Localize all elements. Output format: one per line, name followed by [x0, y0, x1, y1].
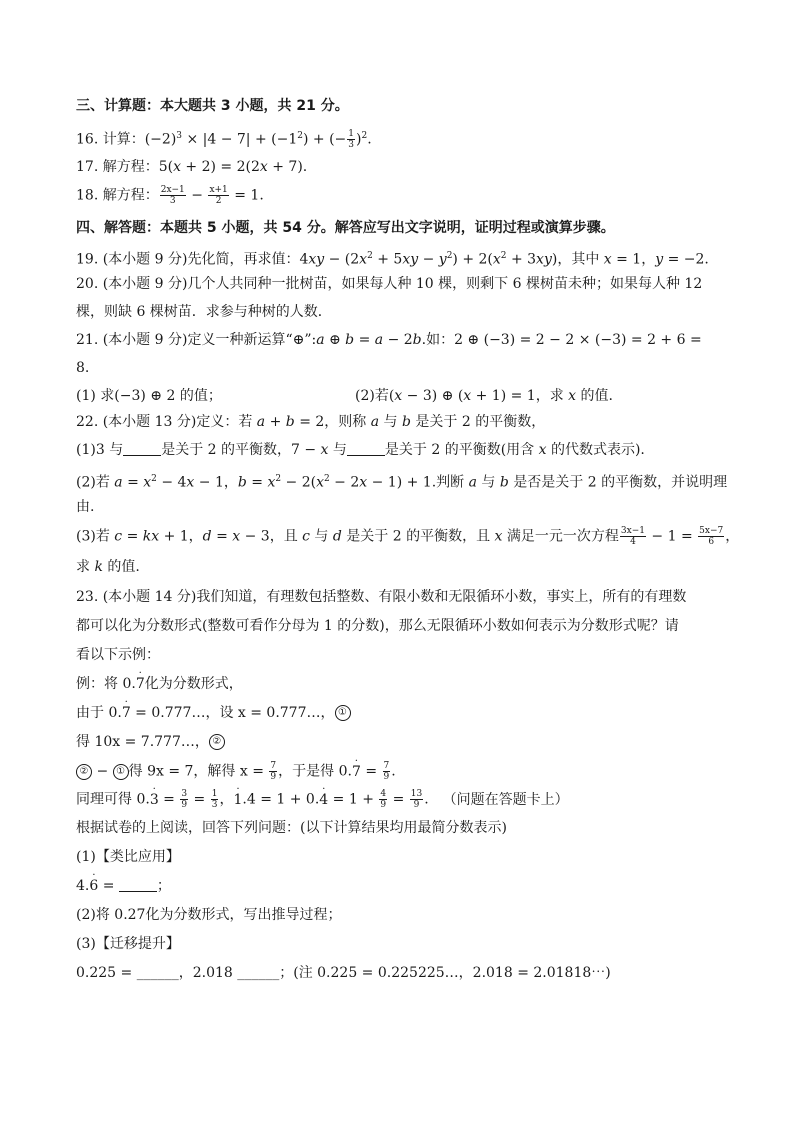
question-22-part-2: (2)若 𝑎 = 𝑥$^2$ − 4𝑥 − 1，𝑏 = 𝑥$^2$ − 2(𝑥$^2$ − 2𝑥 − 1) + 1.判断 𝑎 与 𝑏 是否是关于 2 的平衡数，并说明理: [76, 474, 728, 491]
fraction: $\frac{7}{9}$: [270, 761, 277, 782]
question-22-part-3: (3)若 𝑐 = 𝑘𝑥 + 1，𝑑 = 𝑥 − 3，且 𝑐 与 𝑑 是关于 2 的平衡数，且 𝑥 满足一元一次方程 $\frac{3x-1}{4}$ − 1 = $\frac{5x-7}{6}$ ，: [76, 526, 740, 547]
answer-blank[interactable]: [123, 441, 161, 456]
question-21-line-1: 21. (本小题 9 分)定义一种新运算“⊕”:𝑎 ⊕ 𝑏 = 𝑎 − 2𝑏.如：2 ⊕ (−3) = 2 − 2 × (−3) = 2 + 6 =: [76, 332, 702, 348]
answer-blank[interactable]: [119, 877, 157, 892]
example-line-5: 同理可得 0.˙ 3 = $\frac{3}{9}$ = $\frac{1}{3}$ ，˙ 1.4 = 1 + 0.˙ 4 = 1 + $\frac{4}{9}$ = $\frac{13}{9}$ . （问题在答题卡上）: [76, 789, 569, 810]
answer-blank[interactable]: [347, 441, 385, 456]
question-22-part-1: (1)3 与 是关于 2 的平衡数，7 − 𝑥 与 是关于 2 的平衡数(用含 𝑥 的代数式表示).: [76, 442, 645, 458]
part-3-question: 0.225 = ______，2.018 ______；(注 0.225 = 0.225225…，2.018 = 2.01818⋯): [76, 965, 611, 981]
question-23-line-3: 看以下示例：: [76, 647, 160, 663]
circled-one: ①: [113, 764, 129, 780]
question-20-line-2: 棵，则缺 6 棵树苗．求参与种树的人数．: [76, 304, 332, 320]
section-3-heading: 三、计算题：本大题共 3 小题，共 21 分。: [76, 98, 349, 114]
question-22-part-2-line-2: 由.: [76, 499, 95, 515]
fraction: $\frac{x+1}{2}$: [209, 185, 228, 206]
fraction: $\frac{13}{9}$: [410, 789, 423, 810]
circled-two: ②: [76, 764, 92, 780]
example-line-3: 得 10x = 7.777…， ②: [76, 732, 225, 752]
part-2-question: (2)将 0.27化为分数形式，写出推导过程；: [76, 907, 342, 923]
part-1-question: 4.˙ 6 = ；: [76, 876, 171, 896]
fraction: $\frac{7}{9}$: [383, 761, 390, 782]
question-23-line-1: 23. (本小题 14 分)我们知道，有理数包括整数、有限小数和无限循环小数，事实上，所有的有理数: [76, 589, 687, 605]
circled-one: ①: [335, 705, 351, 721]
part-3-heading: (3)【迁移提升】: [76, 936, 180, 952]
fraction: $\frac{4}{9}$: [380, 789, 387, 810]
question-23-line-2: 都可以化为分数形式(整数可看作分母为 1 的分数)，那么无限循环小数如何表示为分数形式呢？请: [76, 618, 679, 634]
example-line-1: 例：将 0.˙ 7化为分数形式，: [76, 674, 243, 694]
reading-instruction: 根据试卷的上阅读，回答下列问题：(以下计算结果均用最简分数表示): [76, 820, 507, 836]
question-22-part-3-line-2: 求 𝑘 的值.: [76, 559, 140, 575]
part-1-heading: (1)【类比应用】: [76, 849, 180, 865]
question-18: 18. 解方程： $\frac{2x-1}{3}$ − $\frac{x+1}{2}$ = 1.: [76, 185, 264, 206]
question-21-part-1: (1) 求(−3) ⊕ 2 的值；: [76, 388, 222, 404]
fraction: $\frac{1}{3}$: [348, 129, 355, 151]
circled-two: ②: [209, 734, 225, 750]
fraction: $\frac{3x-1}{4}$: [620, 526, 645, 547]
example-line-2: 由于 0.˙ 7 = 0.777…，设 x = 0.777…， ①: [76, 703, 351, 723]
fraction: $\frac{2x-1}{3}$: [160, 185, 185, 206]
question-21-part-2: (2)若(𝑥 − 3) ⊕ (𝑥 + 1) = 1，求 𝑥 的值.: [355, 388, 613, 404]
fraction: $\frac{3}{9}$: [181, 789, 188, 810]
fraction: $\frac{5x-7}{6}$: [699, 526, 724, 547]
question-16: 16. 计算：$(-2)^3 \times |4 - 7| + (-1^2)$ + (− $\frac{1}{3}$ )$^2$.: [76, 129, 372, 151]
question-20-line-1: 20. (本小题 9 分)几个人共同种一批树苗，如果每人种 10 棵，则剩下 6 棵树苗未种；如果每人种 12: [76, 276, 703, 292]
question-17: 17. 解方程：5(𝑥 + 2) = 2(2𝑥 + 7).: [76, 159, 308, 175]
section-4-heading: 四、解答题：本题共 5 小题，共 54 分。解答应写出文字说明，证明过程或演算步骤。: [76, 220, 615, 236]
example-line-4: ② − ① 得 9x = 7，解得 x = $\frac{7}{9}$ ，于是得 0.˙ 7 = $\frac{7}{9}$ .: [76, 761, 396, 782]
question-22-line-1: 22. (本小题 13 分)定义：若 𝑎 + 𝑏 = 2，则称 𝑎 与 𝑏 是关于 2 的平衡数，: [76, 414, 546, 430]
fraction: $\frac{1}{3}$: [211, 789, 218, 810]
question-19: 19. (本小题 9 分)先化简，再求值：4𝑥𝑦 − (2𝑥$^2$ + 5𝑥𝑦 − 𝑦$^2$) + 2(𝑥$^2$ + 3𝑥𝑦)，其中 𝑥 = 1，𝑦 = −2.: [76, 251, 709, 268]
question-21-line-2: 8.: [76, 360, 90, 376]
